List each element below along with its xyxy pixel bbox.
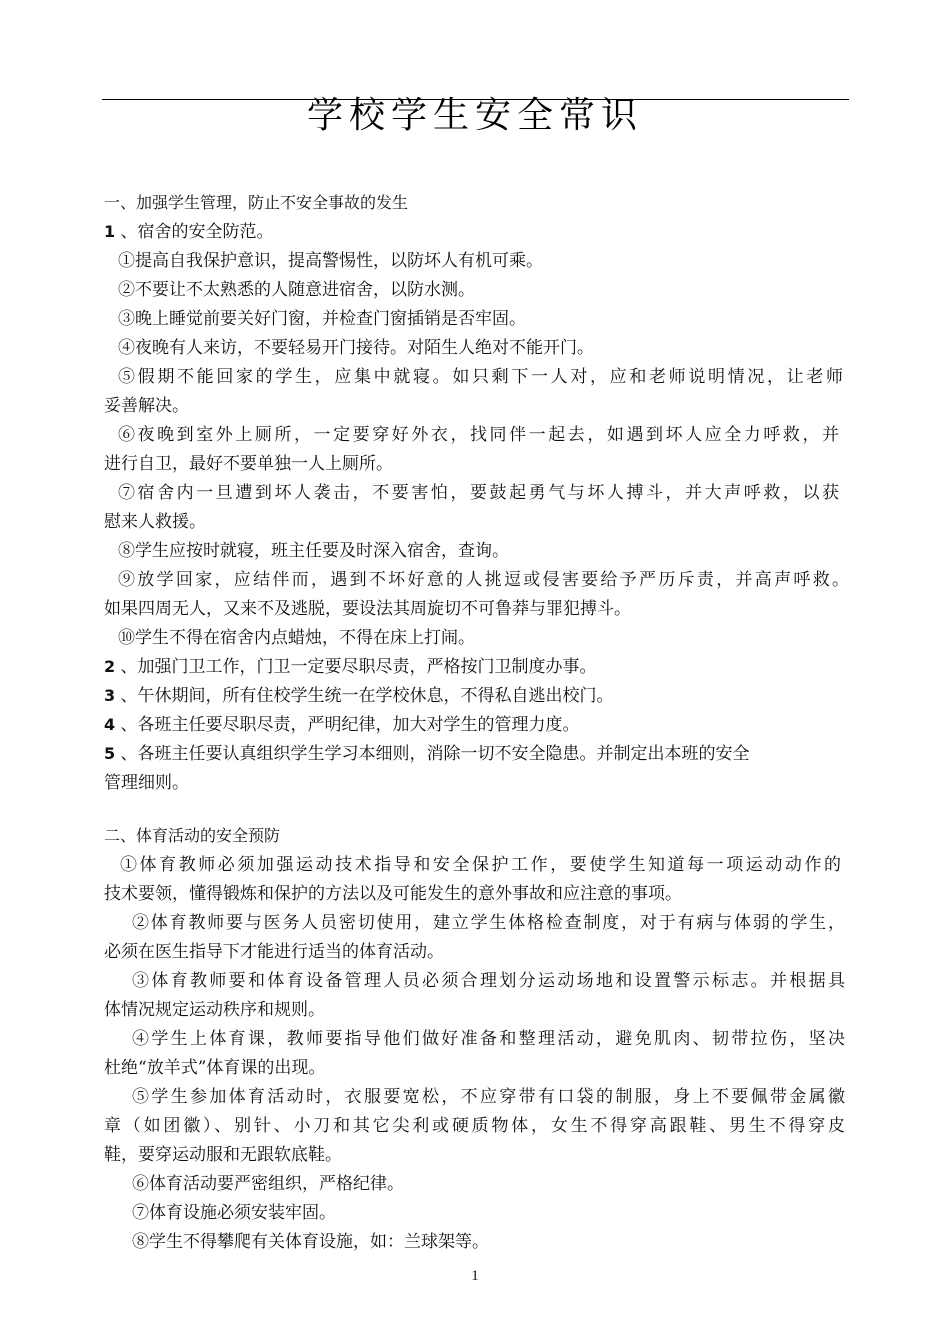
item-3-number: 3 — [104, 686, 116, 705]
item-5-line-2: 管理细则。 — [104, 773, 189, 793]
section-1-heading: 一、加强学生管理，防止不安全事故的发生 — [104, 193, 409, 212]
item-1-sub-1: ①提高自我保护意识，提高警惕性，以防坏人有机可乘。 — [118, 251, 543, 271]
item-1-sub-7-line-1: ⑦宿舍内一旦遭到坏人袭击，不要害怕，要鼓起勇气与坏人搏斗，并大声呼救，以获 — [118, 483, 839, 503]
sports-para-4-line-2: 杜绝“放羊式”体育课的出现。 — [104, 1058, 326, 1078]
section-2-heading: 二、体育活动的安全预防 — [104, 826, 281, 845]
item-1-sub-9-line-1: ⑨放学回家，应结伴而，遇到不坏好意的人挑逗或侵害要给予严历斥责，并高声呼救。 — [118, 570, 849, 590]
sports-para-1-line-2: 技术要领，懂得锻炼和保护的方法以及可能发生的意外事故和应注意的事项。 — [104, 884, 682, 904]
item-3-text: 、午休期间，所有住校学生统一在学校休息，不得私自逃出校门。 — [115, 686, 614, 706]
item-4-number: 4 — [104, 715, 116, 734]
item-1-sub-4: ④夜晚有人来访，不要轻易开门接待。对陌生人绝对不能开门。 — [118, 338, 594, 358]
item-1-sub-6-line-1: ⑥夜晚到室外上厕所，一定要穿好外衣，找同伴一起去，如遇到坏人应全力呼救，并 — [118, 425, 839, 445]
item-5-text: 、各班主任要认真组织学生学习本细则，消除一切不安全隐患。并制定出本班的安全 — [115, 744, 750, 764]
item-1-sub-3: ③晚上睡觉前要关好门窗，并检查门窗插销是否牢固。 — [118, 309, 526, 329]
sports-para-1-line-1: ①体育教师必须加强运动技术指导和安全保护工作，要使学生知道每一项运动动作的 — [120, 855, 841, 875]
item-2-text: 、加强门卫工作，门卫一定要尽职尽责，严格按门卫制度办事。 — [115, 657, 597, 677]
document-title: 学校学生安全常识 — [306, 95, 643, 136]
item-2-number: 2 — [104, 657, 116, 676]
sports-para-2-line-1: ②体育教师要与医务人员密切使用，建立学生体格检查制度，对于有病与体弱的学生， — [132, 913, 845, 933]
sports-para-7: ⑦体育设施必须安装牢固。 — [132, 1203, 336, 1223]
item-5-number: 5 — [104, 744, 116, 763]
item-5 — [104, 742, 849, 766]
sports-para-2-line-2: 必须在医生指导下才能进行适当的体育活动。 — [104, 942, 444, 962]
item-1-sub-8: ⑧学生应按时就寝，班主任要及时深入宿舍，查询。 — [118, 541, 509, 561]
sports-para-6: ⑥体育活动要严密组织，严格纪律。 — [132, 1174, 404, 1194]
item-1-sub-7-line-2: 慰来人救援。 — [104, 512, 206, 532]
sports-para-5-line-2: 章（如团徽）、别针、小刀和其它尖利或硬质物体，女生不得穿高跟鞋、男生不得穿皮 — [104, 1116, 845, 1136]
item-1-number: 1 — [104, 222, 116, 241]
sports-para-8: ⑧学生不得攀爬有关体育设施，如：兰球架等。 — [132, 1232, 489, 1252]
sports-para-5-line-3: 鞋，要穿运动服和无跟软底鞋。 — [104, 1145, 342, 1165]
item-4 — [104, 713, 849, 737]
item-2 — [104, 655, 849, 679]
item-1-sub-9-line-2: 如果四周无人，又来不及逃脱，要设法其周旋切不可鲁莽与罪犯搏斗。 — [104, 599, 631, 619]
item-1-sub-10: ⑩学生不得在宿舍内点蜡烛，不得在床上打闹。 — [118, 628, 475, 648]
item-1-text: 、宿舍的安全防范。 — [115, 222, 274, 242]
sports-para-3-line-2: 体情况规定运动秩序和规则。 — [104, 1000, 325, 1020]
item-1-sub-5-line-2: 妥善解决。 — [104, 396, 189, 416]
item-1-sub-2: ②不要让不太熟悉的人随意进宿舍，以防水测。 — [118, 280, 475, 300]
sports-para-4-line-1: ④学生上体育课，教师要指导他们做好准备和整理活动，避免肌肉、韧带拉伤，坚决 — [132, 1029, 845, 1049]
item-1 — [104, 220, 849, 244]
sports-para-5-line-1: ⑤学生参加体育活动时，衣服要宽松，不应穿带有口袋的制服，身上不要佩带金属徽 — [132, 1087, 845, 1107]
sports-para-3-line-1: ③体育教师要和体育设备管理人员必须合理划分运动场地和设置警示标志。并根据具 — [132, 971, 845, 991]
item-1-sub-5-line-1: ⑤假期不能回家的学生，应集中就寝。如只剩下一人对，应和老师说明情况，让老师 — [118, 367, 843, 387]
page-number: 1 — [471, 1268, 479, 1284]
item-3 — [104, 684, 849, 708]
item-4-text: 、各班主任要尽职尽责，严明纪律，加大对学生的管理力度。 — [115, 715, 580, 735]
item-1-sub-6-line-2: 进行自卫，最好不要单独一人上厕所。 — [104, 454, 393, 474]
